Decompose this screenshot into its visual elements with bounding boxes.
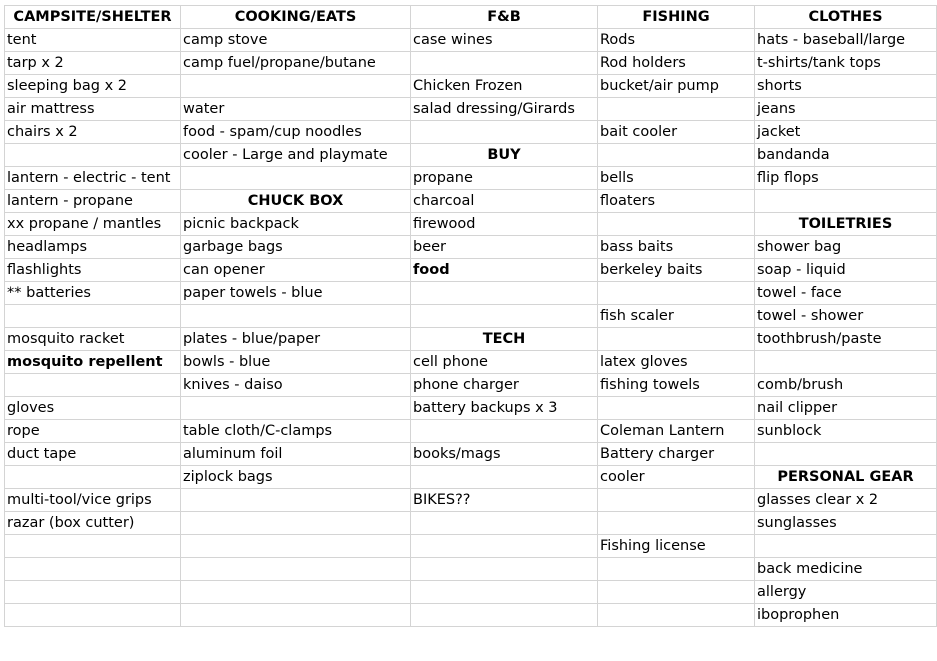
item-cell[interactable]: picnic backpack — [181, 213, 411, 236]
item-cell[interactable] — [598, 604, 755, 627]
item-cell[interactable]: cooler — [598, 466, 755, 489]
sheet-row — [5, 535, 937, 558]
item-cell[interactable]: duct tape — [5, 443, 181, 466]
item-cell[interactable] — [411, 535, 598, 558]
item-cell[interactable]: water — [181, 98, 411, 121]
item-cell[interactable]: camp stove — [181, 29, 411, 52]
item-cell[interactable]: headlamps — [5, 236, 181, 259]
section-header-cell[interactable]: CAMPSITE/SHELTER — [5, 6, 181, 29]
packing-list-sheet — [4, 5, 937, 627]
item-cell[interactable]: fishing towels — [598, 374, 755, 397]
item-cell[interactable] — [598, 213, 755, 236]
bold-item-cell[interactable]: food — [411, 259, 598, 282]
item-cell[interactable]: knives - daiso — [181, 374, 411, 397]
item-cell[interactable]: ** batteries — [5, 282, 181, 305]
item-cell[interactable] — [755, 535, 937, 558]
item-cell[interactable]: berkeley baits — [598, 259, 755, 282]
item-cell[interactable] — [411, 121, 598, 144]
item-cell[interactable]: Rods — [598, 29, 755, 52]
sheet-row — [5, 29, 937, 52]
item-cell[interactable] — [181, 397, 411, 420]
item-cell[interactable]: chairs x 2 — [5, 121, 181, 144]
item-cell[interactable]: cell phone — [411, 351, 598, 374]
item-cell[interactable] — [755, 443, 937, 466]
item-cell[interactable]: table cloth/C-clamps — [181, 420, 411, 443]
item-cell[interactable] — [181, 489, 411, 512]
item-cell[interactable] — [181, 167, 411, 190]
section-header-cell[interactable]: F&B — [411, 6, 598, 29]
item-cell[interactable] — [598, 489, 755, 512]
item-cell[interactable] — [181, 558, 411, 581]
item-cell[interactable]: bowls - blue — [181, 351, 411, 374]
item-cell[interactable]: shorts — [755, 75, 937, 98]
sheet-row — [5, 236, 937, 259]
item-cell[interactable] — [411, 558, 598, 581]
item-cell[interactable] — [5, 604, 181, 627]
item-cell[interactable]: nail clipper — [755, 397, 937, 420]
item-cell[interactable]: BIKES?? — [411, 489, 598, 512]
item-cell[interactable] — [411, 604, 598, 627]
section-header-cell[interactable]: TECH — [411, 328, 598, 351]
sheet-row — [5, 167, 937, 190]
sheet-row — [5, 6, 937, 29]
item-cell[interactable]: battery backups x 3 — [411, 397, 598, 420]
item-cell[interactable]: jacket — [755, 121, 937, 144]
sheet-row — [5, 282, 937, 305]
section-header-cell[interactable]: FISHING — [598, 6, 755, 29]
section-header-cell[interactable]: COOKING/EATS — [181, 6, 411, 29]
item-cell[interactable]: garbage bags — [181, 236, 411, 259]
item-cell[interactable]: Rod holders — [598, 52, 755, 75]
item-cell[interactable] — [411, 581, 598, 604]
sheet-row — [5, 52, 937, 75]
sheet-row — [5, 213, 937, 236]
item-cell[interactable]: firewood — [411, 213, 598, 236]
item-cell[interactable]: xx propane / mantles — [5, 213, 181, 236]
item-cell[interactable]: gloves — [5, 397, 181, 420]
item-cell[interactable]: mosquito racket — [5, 328, 181, 351]
item-cell[interactable]: aluminum foil — [181, 443, 411, 466]
sheet-row — [5, 351, 937, 374]
item-cell[interactable]: salad dressing/Girards — [411, 98, 598, 121]
item-cell[interactable]: food - spam/cup noodles — [181, 121, 411, 144]
item-cell[interactable]: sunglasses — [755, 512, 937, 535]
sheet-row — [5, 581, 937, 604]
item-cell[interactable] — [411, 420, 598, 443]
item-cell[interactable] — [598, 397, 755, 420]
item-cell[interactable] — [755, 351, 937, 374]
sheet-row — [5, 397, 937, 420]
item-cell[interactable] — [181, 305, 411, 328]
item-cell[interactable]: razar (box cutter) — [5, 512, 181, 535]
item-cell[interactable]: air mattress — [5, 98, 181, 121]
item-cell[interactable] — [598, 512, 755, 535]
item-cell[interactable] — [181, 581, 411, 604]
sheet-row — [5, 259, 937, 282]
sheet-row — [5, 420, 937, 443]
section-header-cell[interactable]: BUY — [411, 144, 598, 167]
item-cell[interactable] — [598, 144, 755, 167]
item-cell[interactable]: allergy — [755, 581, 937, 604]
bold-item-cell[interactable]: mosquito repellent — [5, 351, 181, 374]
item-cell[interactable]: sunblock — [755, 420, 937, 443]
item-cell[interactable]: hats - baseball/large — [755, 29, 937, 52]
item-cell[interactable]: rope — [5, 420, 181, 443]
item-cell[interactable] — [411, 52, 598, 75]
item-cell[interactable]: floaters — [598, 190, 755, 213]
sheet-row — [5, 558, 937, 581]
item-cell[interactable] — [598, 98, 755, 121]
item-cell[interactable]: Coleman Lantern — [598, 420, 755, 443]
sheet-row — [5, 443, 937, 466]
section-header-cell[interactable]: PERSONAL GEAR — [755, 466, 937, 489]
item-cell[interactable] — [411, 282, 598, 305]
item-cell[interactable]: charcoal — [411, 190, 598, 213]
item-cell[interactable]: lantern - electric - tent — [5, 167, 181, 190]
item-cell[interactable] — [181, 535, 411, 558]
item-cell[interactable] — [5, 144, 181, 167]
item-cell[interactable]: tarp x 2 — [5, 52, 181, 75]
item-cell[interactable] — [598, 328, 755, 351]
item-cell[interactable]: ziplock bags — [181, 466, 411, 489]
item-cell[interactable]: back medicine — [755, 558, 937, 581]
item-cell[interactable] — [5, 466, 181, 489]
item-cell[interactable]: flashlights — [5, 259, 181, 282]
item-cell[interactable] — [755, 190, 937, 213]
sheet-row — [5, 98, 937, 121]
item-cell[interactable]: Chicken Frozen — [411, 75, 598, 98]
item-cell[interactable]: propane — [411, 167, 598, 190]
item-cell[interactable]: bait cooler — [598, 121, 755, 144]
section-header-cell[interactable]: TOILETRIES — [755, 213, 937, 236]
item-cell[interactable]: plates - blue/paper — [181, 328, 411, 351]
item-cell[interactable] — [5, 374, 181, 397]
item-cell[interactable]: comb/brush — [755, 374, 937, 397]
sheet-row — [5, 305, 937, 328]
item-cell[interactable] — [5, 305, 181, 328]
sheet-row — [5, 75, 937, 98]
sheet-row — [5, 121, 937, 144]
item-cell[interactable] — [5, 558, 181, 581]
item-cell[interactable] — [181, 604, 411, 627]
sheet-row — [5, 190, 937, 213]
item-cell[interactable]: toothbrush/paste — [755, 328, 937, 351]
item-cell[interactable]: cooler - Large and playmate — [181, 144, 411, 167]
item-cell[interactable] — [598, 581, 755, 604]
sheet-row — [5, 489, 937, 512]
item-cell[interactable]: beer — [411, 236, 598, 259]
item-cell[interactable]: bandanda — [755, 144, 937, 167]
item-cell[interactable] — [598, 558, 755, 581]
item-cell[interactable]: bucket/air pump — [598, 75, 755, 98]
sheet-row — [5, 466, 937, 489]
item-cell[interactable]: can opener — [181, 259, 411, 282]
item-cell[interactable]: shower bag — [755, 236, 937, 259]
item-cell[interactable]: fish scaler — [598, 305, 755, 328]
item-cell[interactable]: camp fuel/propane/butane — [181, 52, 411, 75]
item-cell[interactable] — [411, 466, 598, 489]
item-cell[interactable]: flip flops — [755, 167, 937, 190]
item-cell[interactable] — [411, 305, 598, 328]
item-cell[interactable]: towel - face — [755, 282, 937, 305]
item-cell[interactable]: case wines — [411, 29, 598, 52]
item-cell[interactable] — [181, 75, 411, 98]
sheet-row — [5, 328, 937, 351]
item-cell[interactable]: iboprophen — [755, 604, 937, 627]
section-header-cell[interactable]: CLOTHES — [755, 6, 937, 29]
item-cell[interactable] — [598, 282, 755, 305]
item-cell[interactable] — [411, 512, 598, 535]
sheet-body — [5, 6, 937, 627]
item-cell[interactable]: soap - liquid — [755, 259, 937, 282]
item-cell[interactable]: towel - shower — [755, 305, 937, 328]
item-cell[interactable]: bass baits — [598, 236, 755, 259]
item-cell[interactable]: glasses clear x 2 — [755, 489, 937, 512]
sheet-row — [5, 374, 937, 397]
item-cell[interactable] — [181, 512, 411, 535]
item-cell[interactable] — [5, 581, 181, 604]
item-cell[interactable]: jeans — [755, 98, 937, 121]
item-cell[interactable]: Battery charger — [598, 443, 755, 466]
item-cell[interactable]: tent — [5, 29, 181, 52]
item-cell[interactable]: phone charger — [411, 374, 598, 397]
item-cell[interactable]: books/mags — [411, 443, 598, 466]
item-cell[interactable]: latex gloves — [598, 351, 755, 374]
item-cell[interactable]: Fishing license — [598, 535, 755, 558]
sheet-row — [5, 512, 937, 535]
item-cell[interactable]: paper towels - blue — [181, 282, 411, 305]
sheet-row — [5, 604, 937, 627]
item-cell[interactable]: sleeping bag x 2 — [5, 75, 181, 98]
item-cell[interactable] — [5, 535, 181, 558]
item-cell[interactable]: multi-tool/vice grips — [5, 489, 181, 512]
section-header-cell[interactable]: CHUCK BOX — [181, 190, 411, 213]
item-cell[interactable]: bells — [598, 167, 755, 190]
item-cell[interactable]: lantern - propane — [5, 190, 181, 213]
sheet-row — [5, 144, 937, 167]
item-cell[interactable]: t-shirts/tank tops — [755, 52, 937, 75]
